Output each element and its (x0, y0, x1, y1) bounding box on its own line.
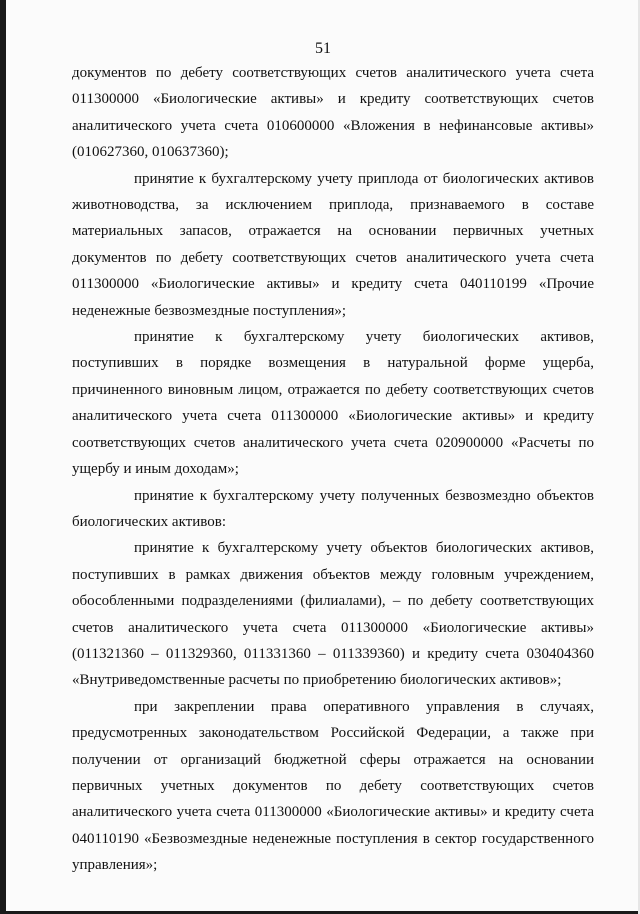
paragraph-offspring-acceptance: принятие к бухгалтерскому учету приплода от биологических активов животноводства, за исключением приплода, признаваемого в составе материальных запасов, отражается на основании первичных учетных документов по дебету соответствующих счетов аналитического учета счета 011300000 «Биологические активы» и кредиту счета 040110199 «Прочие неденежные безвозмездные поступления»; (72, 170, 594, 319)
paragraph-damage-compensation: принятие к бухгалтерскому учету биологических активов, поступивших в порядке возмещения в натуральной форме ущерба, причиненного виновным лицом, отражается по дебету соответствующих счетов аналитического учета счета 011300000 «Биологические активы» и кредиту соответствующих счетов аналитического учета счета 020900000 «Расчеты по ущербу и иным доходам»; (72, 329, 594, 478)
paragraph-free-receipt: принятие к бухгалтерскому учету полученных безвозмездно объектов биологических активов: (72, 487, 594, 530)
paragraph-operational-management: при закреплении права оперативного управления в случаях, предусмотренных законодательством Российской Федерации, а также при получении от организаций бюджетной сферы отражается на основании первичных учетных документов по дебету соответствующих счетов аналитического учета счета 011300000 «Биологические активы» и кредиту счета 040110190 «Безвозмездные неденежные поступления в сектор государственного управления»; (72, 698, 594, 874)
document-body (72, 60, 594, 879)
paragraph-continuation: документов по дебету соответствующих счетов аналитического учета счета 011300000 «Биологические активы» и кредиту соответствующих счетов аналитического учета счета 010600000 «Вложения в нефинансовые активы» (010627360, 010637360); (72, 65, 594, 161)
paragraph-intradepartmental: принятие к бухгалтерскому учету объектов биологических активов, поступивших в рамках движения объектов между головным учреждением, обособленными подразделениями (филиалами), – по дебету соответствующих счетов аналитического учета счета 011300000 «Биологические активы» (011321360 – 011329360, 011331360 – 011339360) и кредиту счета 030404360 «Внутриведомственные расчеты по приобретению биологических активов»; (72, 540, 594, 689)
page-number: 51 (315, 40, 331, 57)
